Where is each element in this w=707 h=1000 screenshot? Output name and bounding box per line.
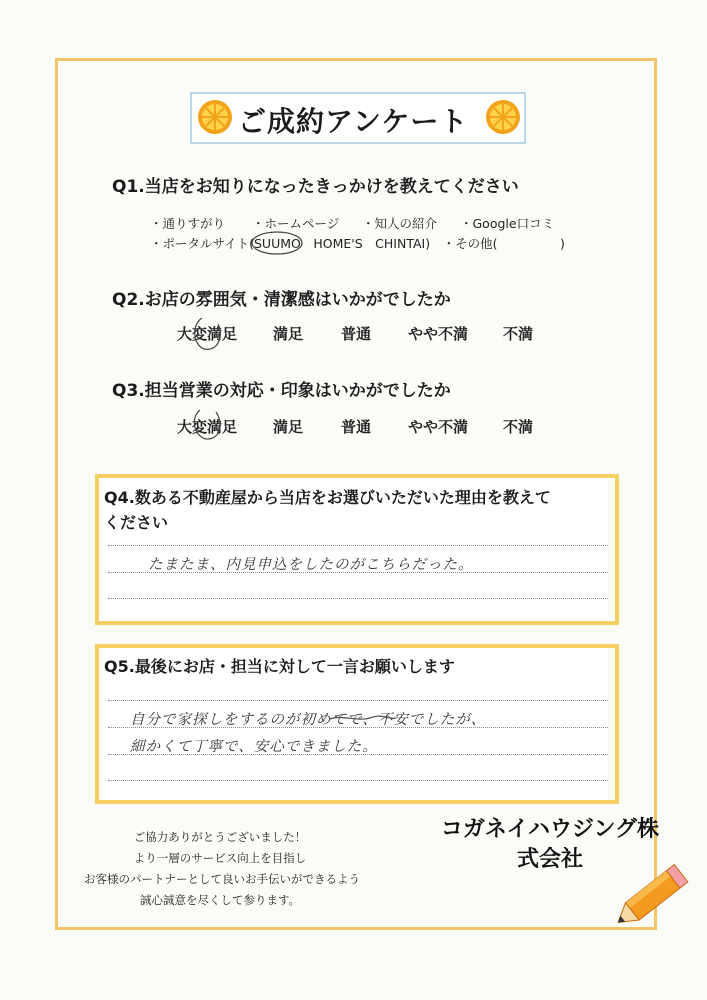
q5-handwritten-answer-cont[interactable]: 細かくて丁寧で、安心できました。 <box>130 739 378 755</box>
thanks-line: お客様のパートナーとして良いお手伝いができるよう <box>84 872 360 886</box>
q2-choice[interactable]: やや不満 <box>408 325 469 343</box>
thanks-line: ご協力ありがとうございました！ <box>133 830 307 844</box>
q2-choice[interactable]: 普通 <box>341 325 372 343</box>
q4-handwritten-answer[interactable]: たまたま、内見申込をしたのがこちらだった。 <box>148 557 474 573</box>
company-name-line1: コガネイハウジング株 <box>440 817 660 842</box>
page-title: ご成約アンケート <box>238 105 469 138</box>
q1-option-row2[interactable]: ・ポータルサイト(SUUMO HOME'S CHINTAI) ・その他( ) <box>150 236 565 251</box>
q3-choice[interactable]: 大変満足 <box>177 418 238 436</box>
q3-choice[interactable]: 満足 <box>273 418 304 436</box>
q5-handwritten-answer[interactable]: 自分で家探しをするのが初めてで、不安でしたが、 <box>130 712 487 728</box>
q2-choice[interactable]: 大変満足 <box>177 325 238 343</box>
orange-slice-icon <box>196 98 234 136</box>
answer-line <box>108 700 608 701</box>
q1-option[interactable]: ・ホームページ <box>252 216 340 231</box>
q4-question: Q4.数ある不動産屋から当店をお選びいただいた理由を教えて <box>104 488 551 507</box>
q3-choice[interactable]: 不満 <box>503 418 534 436</box>
q3-choice[interactable]: やや不満 <box>408 418 469 436</box>
answer-line <box>108 598 608 599</box>
thanks-line: より一層のサービス向上を目指し <box>133 851 307 865</box>
q1-question: Q1.当店をお知りになったきっかけを教えてください <box>112 177 519 197</box>
q1-selection-circle <box>250 229 304 257</box>
answer-line <box>108 780 608 781</box>
orange-slice-icon <box>484 98 522 136</box>
q2-question: Q2.お店の雰囲気・清潔感はいかがでしたか <box>112 290 451 310</box>
q3-question: Q3.担当営業の対応・印象はいかがでしたか <box>112 381 451 401</box>
q2-choice[interactable]: 満足 <box>273 325 304 343</box>
q4-question-cont: ください <box>104 513 169 532</box>
q3-choice[interactable]: 普通 <box>341 418 372 436</box>
company-name-line2: 式会社 <box>516 847 583 872</box>
q3-selection-circle <box>188 404 228 444</box>
thanks-line: 誠心誠意を尽くして参ります。 <box>139 893 301 907</box>
q1-option[interactable]: ・Google口コミ <box>460 216 555 231</box>
pencil-icon <box>606 858 696 938</box>
answer-line <box>108 545 608 546</box>
q5-question: Q5.最後にお店・担当に対して一言お願いします <box>104 657 455 676</box>
q2-choice[interactable]: 不満 <box>503 325 534 343</box>
q1-option[interactable]: ・通りすがり <box>150 216 226 231</box>
strikethrough-mark <box>328 710 398 728</box>
q2-selection-circle <box>188 314 228 354</box>
q1-option[interactable]: ・知人の紹介 <box>362 216 438 231</box>
